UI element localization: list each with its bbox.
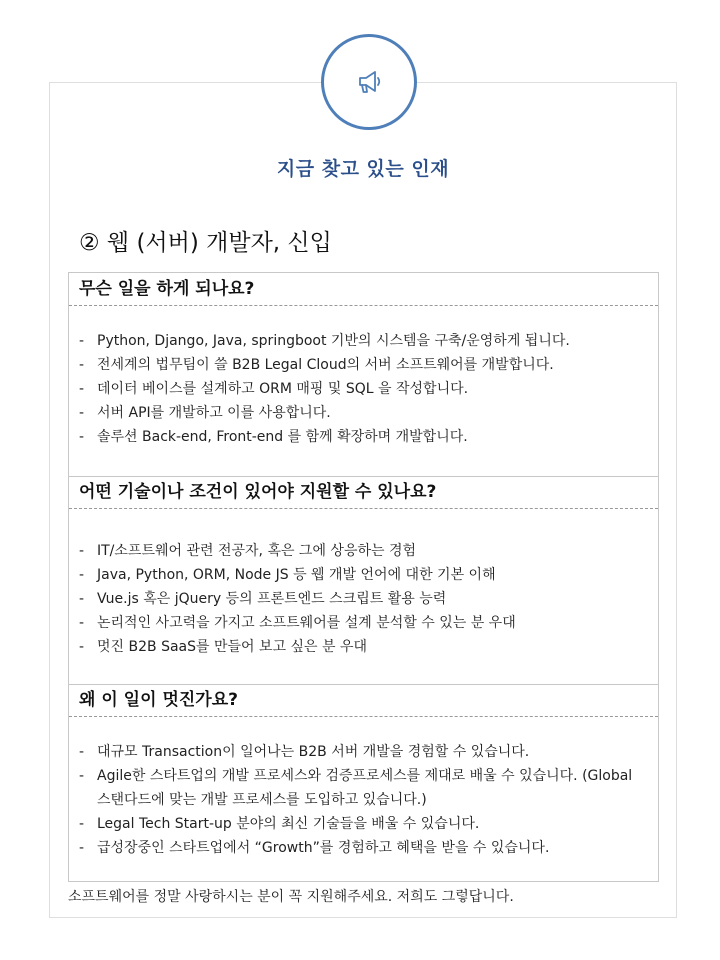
bullet-dash: -	[79, 429, 85, 445]
list-item-text: Java, Python, ORM, Node JS 등 웹 개발 언어에 대한 기본 이해	[97, 567, 496, 583]
list-item	[79, 539, 644, 563]
list-item-text: Legal Tech Start-up 분야의 최신 기술들을 배울 수 있습니다.	[97, 816, 480, 832]
position-title: ② 웹 (서버) 개발자, 신입	[79, 230, 332, 256]
list-item	[79, 329, 644, 353]
benefits-list	[79, 740, 644, 860]
section-heading-requirements: 어떤 기술이나 조건이 있어야 지원할 수 있나요?	[69, 476, 658, 509]
list-item-text: 전세계의 법무팀이 쓸 B2B Legal Cloud의 서버 소프트웨어를 개발합니다.	[97, 357, 554, 373]
bullet-dash: -	[79, 639, 85, 655]
section-heading-why: 왜 이 일이 멋진가요?	[69, 684, 658, 717]
bullet-dash: -	[79, 543, 85, 559]
bullet-dash: -	[79, 768, 85, 784]
list-item	[79, 764, 644, 812]
list-item-text: 데이터 베이스를 설계하고 ORM 매핑 및 SQL 을 작성합니다.	[97, 381, 469, 397]
list-item	[79, 836, 644, 860]
requirements-list	[79, 539, 644, 659]
list-item-text: 솔루션 Back-end, Front-end 를 함께 확장하며 개발합니다.	[97, 429, 468, 445]
list-item-text: IT/소프트웨어 관련 전공자, 혹은 그에 상응하는 경험	[97, 543, 417, 559]
list-item	[79, 587, 644, 611]
list-item-text: Python, Django, Java, springboot 기반의 시스템을 구축/운영하게 됩니다.	[97, 333, 570, 349]
job-details-table	[68, 272, 659, 882]
bullet-dash: -	[79, 567, 85, 583]
list-item-text: 서버 API를 개발하고 이를 사용합니다.	[97, 405, 331, 421]
duties-list	[79, 329, 644, 449]
list-item	[79, 812, 644, 836]
list-item	[79, 635, 644, 659]
bullet-dash: -	[79, 816, 85, 832]
bullet-dash: -	[79, 333, 85, 349]
icon-badge	[321, 34, 417, 130]
list-item-text: 논리적인 사고력을 가지고 소프트웨어를 설계 분석할 수 있는 분 우대	[97, 615, 516, 631]
list-item	[79, 353, 644, 377]
list-item-text: 멋진 B2B SaaS를 만들어 보고 싶은 분 우대	[97, 639, 368, 655]
list-item	[79, 563, 644, 587]
list-item	[79, 611, 644, 635]
list-item	[79, 401, 644, 425]
bullet-dash: -	[79, 357, 85, 373]
list-item-text: Vue.js 혹은 jQuery 등의 프론트엔드 스크립트 활용 능력	[97, 591, 447, 607]
list-item	[79, 740, 644, 764]
list-item-text: 급성장중인 스타트업에서 “Growth”를 경험하고 혜택을 받을 수 있습니다.	[97, 840, 550, 856]
megaphone-icon	[354, 67, 384, 97]
list-item-text: 대규모 Transaction이 일어나는 B2B 서버 개발을 경험할 수 있습니다.	[97, 744, 530, 760]
bullet-dash: -	[79, 405, 85, 421]
footer-note: 소프트웨어를 정말 사랑하시는 분이 꼭 지원해주세요. 저희도 그렇답니다.	[68, 889, 514, 905]
section-heading-duties: 무슨 일을 하게 되나요?	[69, 273, 658, 306]
bullet-dash: -	[79, 615, 85, 631]
bullet-dash: -	[79, 381, 85, 397]
list-item-text: Agile한 스타트업의 개발 프로세스와 검증프로세스를 제대로 배울 수 있습니다. (Global 스탠다드에 맞는 개발 프로세스를 도입하고 있습니다.)	[97, 768, 633, 808]
bullet-dash: -	[79, 840, 85, 856]
list-item	[79, 377, 644, 401]
section-headline: 지금 찾고 있는 인재	[276, 158, 450, 180]
bullet-dash: -	[79, 744, 85, 760]
list-item	[79, 425, 644, 449]
bullet-dash: -	[79, 591, 85, 607]
